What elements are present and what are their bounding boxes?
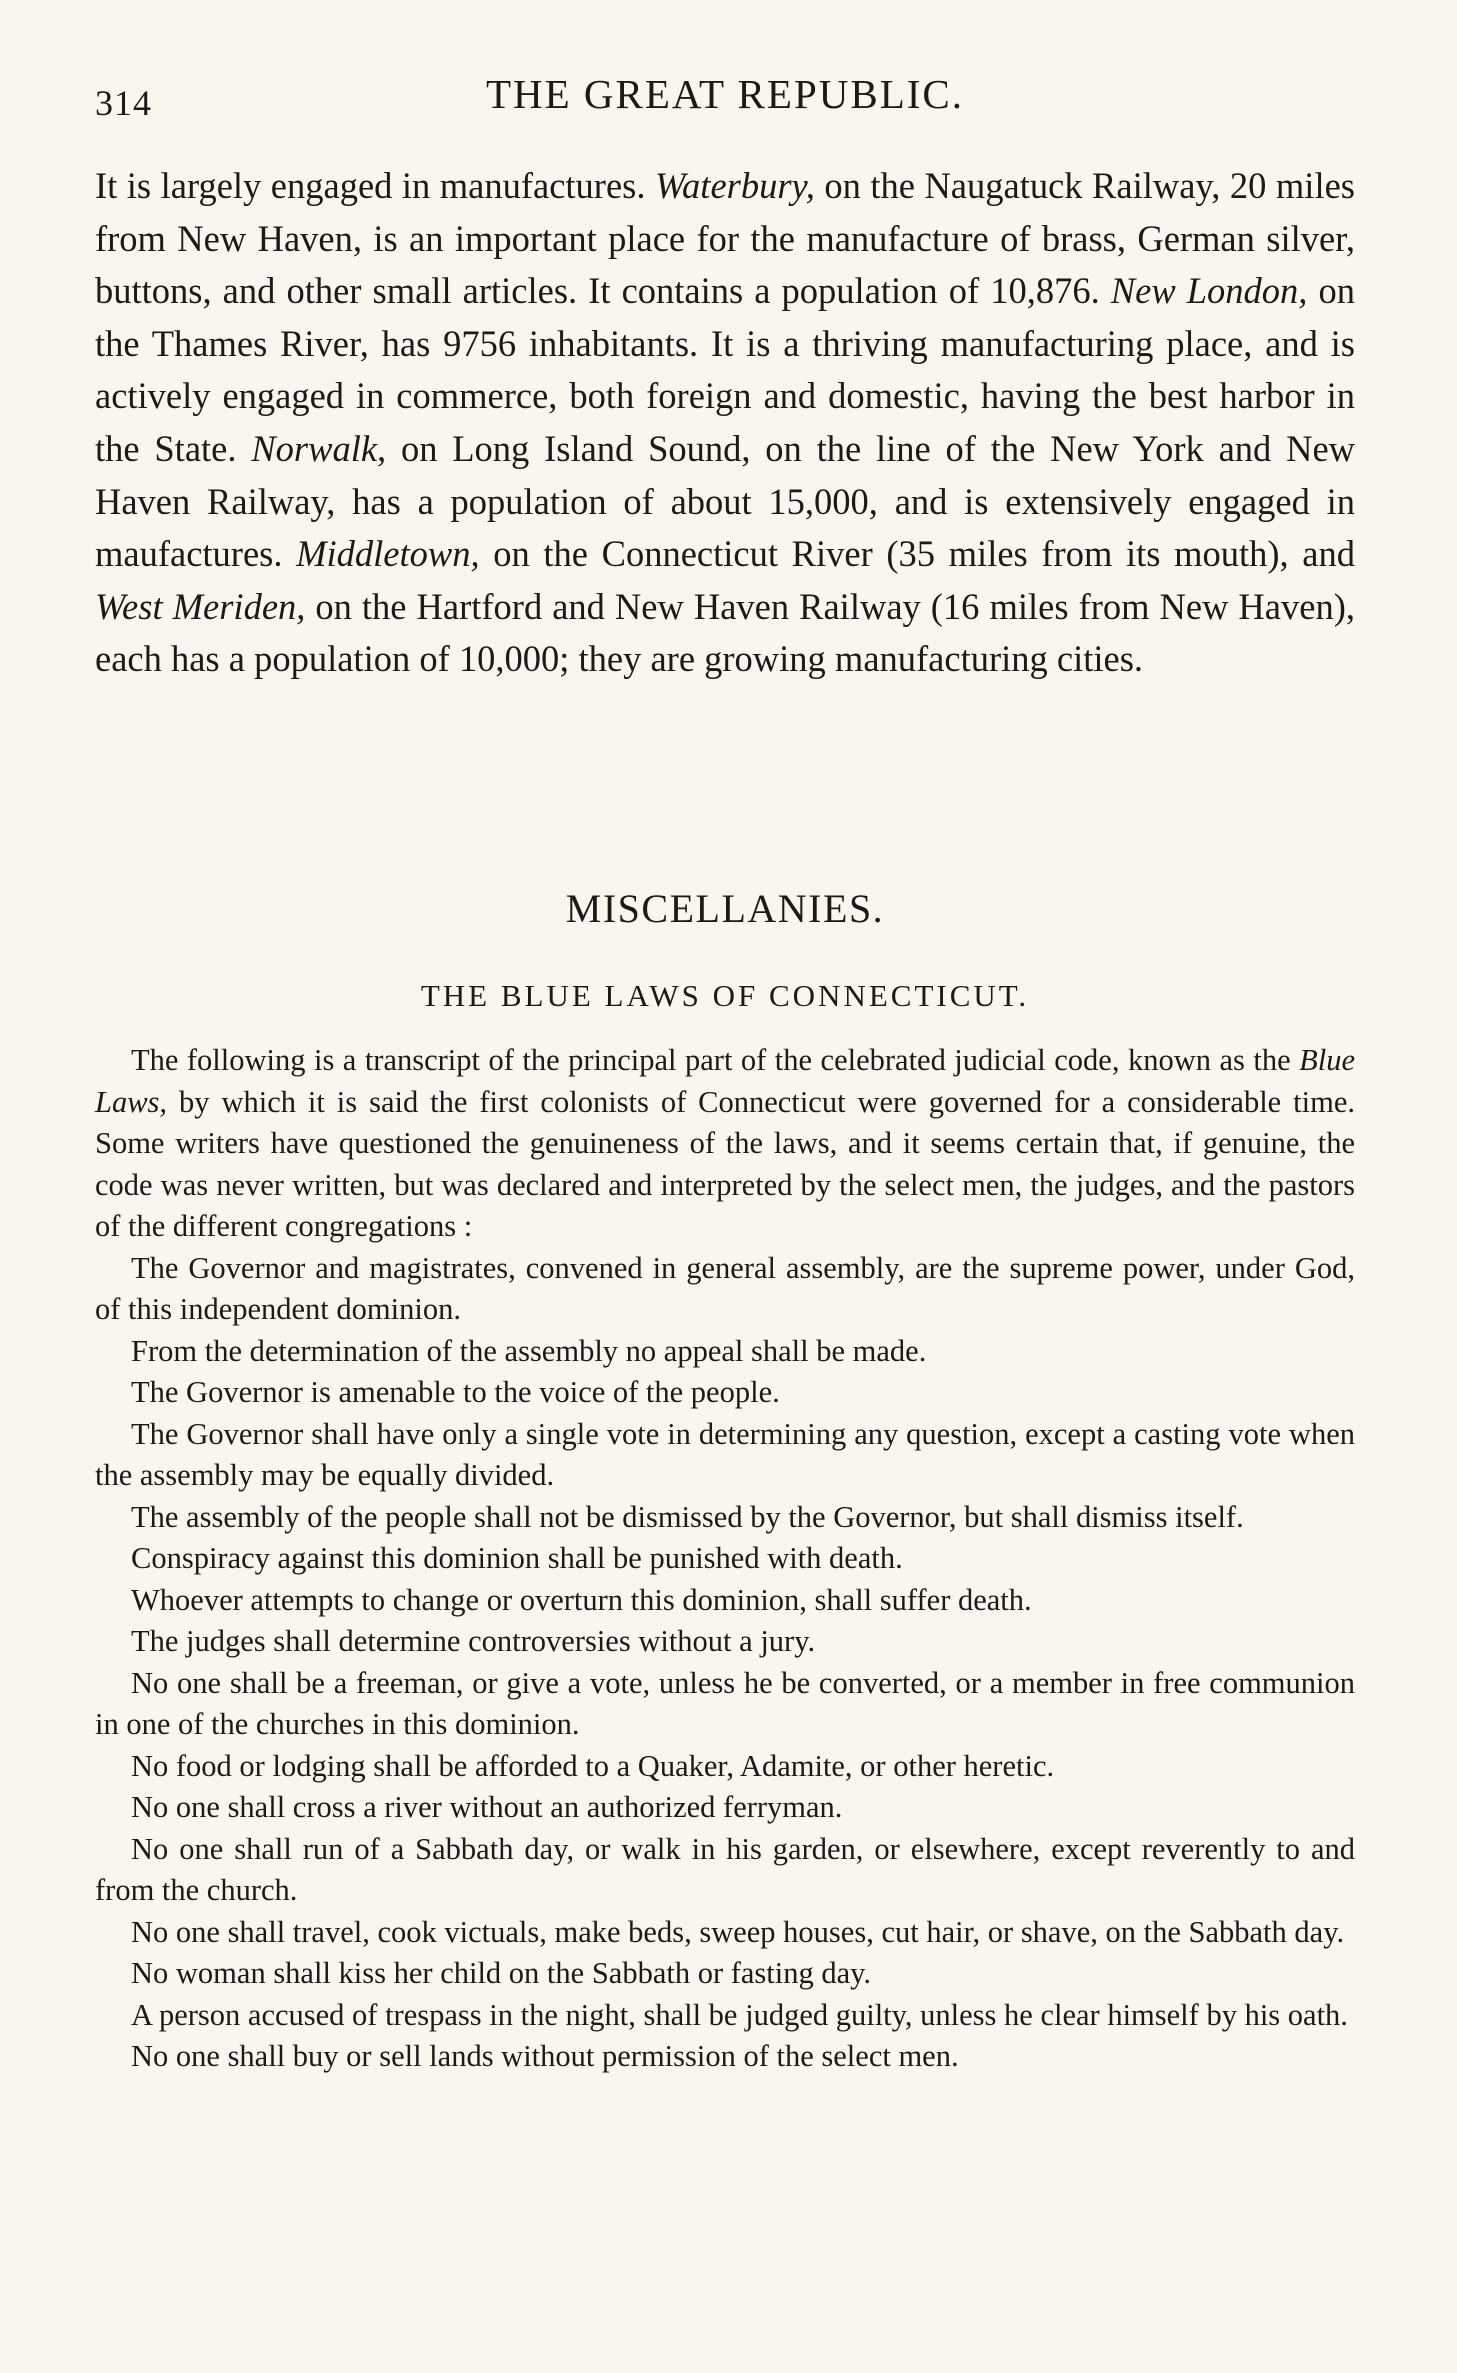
law-item: The Governor shall have only a single vote in determining any question, except a casting vote when the assembly may be equally divided. [95,1416,1355,1492]
paragraph-text: on Long Island Sound, on the line of the New York and New Haven Railway, has a population of about 15,000, and is extensively engaged in maufactures. [95,427,1355,575]
law-item: No one shall buy or sell lands without permission of the select men. [131,2039,959,2073]
law-item: No one shall travel, cook victuals, make beds, sweep houses, cut hair, or shave, on the Sabbath day. [131,1914,1345,1949]
law-item: A person accused of trespass in the night, shall be judged guilty, unless he clear himself by his oath. [131,1997,1348,2032]
place-name-waterbury: Waterbury, [655,165,815,206]
intro-text: The following is a transcript of the principal part of the celebrated judicial code, known as the [131,1043,1300,1077]
law-item: The Governor is amenable to the voice of the people. [131,1375,780,1409]
law-item: The assembly of the people shall not be dismissed by the Governor, but shall dismiss itself. [131,1499,1244,1534]
law-item: No one shall run of a Sabbath day, or walk in his garden, or elsewhere, except reverently to and from the church. [95,1831,1355,1907]
law-item: Conspiracy against this dominion shall be punished with death. [131,1541,903,1575]
paragraph-text: It is largely engaged in manufactures. [95,165,655,206]
place-name-norwalk: Norwalk, [251,427,387,469]
paragraph-text: on the Hartford and New Haven Railway (16 miles from New Haven), each has a population of 10,000; they are growing manufacturing cities. [95,585,1355,680]
page-number: 314 [95,83,152,123]
place-name-middletown: Middletown, [296,533,480,575]
blue-laws-intro [95,1040,1355,1248]
law-item: From the determination of the assembly no appeal shall be made. [131,1333,927,1368]
law-item: The Governor and magistrates, convened in general assembly, are the supreme power, under God, of this independent dominion. [95,1250,1355,1326]
place-name-new-london: New London, [1110,270,1308,312]
paragraph-text: on the Thames River, has 9756 inhabitants. It is a thriving manufacturing place, and is actively engaged in commerce, both foreign and domestic, having the best harbor in the State. [95,270,1355,469]
sub-heading: THE BLUE LAWS OF CONNECTICUT. [420,978,1030,1013]
intro-text: by which it is said the first colonists of Connecticut were governed for a considerable time. Some writers have questioned the genuineness of the laws, and it seems certain that, if genuine, the code was never written, but was declared and interpreted by the select men, the judges, and the pastors of the different congregations : [95,1084,1355,1243]
law-item: The judges shall determine controversies without a jury. [131,1624,816,1658]
law-item: No woman shall kiss her child on the Sabbath or fasting day. [131,1956,872,1990]
running-head [95,70,1355,130]
law-item: Whoever attempts to change or overturn this dominion, shall suffer death. [131,1582,1032,1617]
law-item: No food or lodging shall be afforded to a Quaker, Adamite, or other heretic. [131,1748,1055,1783]
law-item: No one shall be a freeman, or give a vote, unless he be converted, or a member in free communion in one of the churches in this dominion. [95,1665,1355,1741]
blue-laws-term: Blue Laws, [95,1043,1355,1119]
connecticut-cities-paragraph [95,160,1355,686]
running-title: THE GREAT REPUBLIC. [485,71,964,117]
paragraph-text: on the Connecticut River (35 miles from its mouth), and [479,533,1355,575]
blue-laws-section [95,1040,1355,2078]
paragraph-text: on the Naugatuck Railway, 20 miles from New Haven, is an important place for the manufacture of brass, German silver, buttons, and other small articles. It contains a population of 10,876. [95,165,1355,312]
place-name-west-meriden: West Meriden, [95,585,306,627]
law-item: No one shall cross a river without an authorized ferryman. [131,1790,843,1824]
section-heading: MISCELLANIES. [565,886,885,931]
